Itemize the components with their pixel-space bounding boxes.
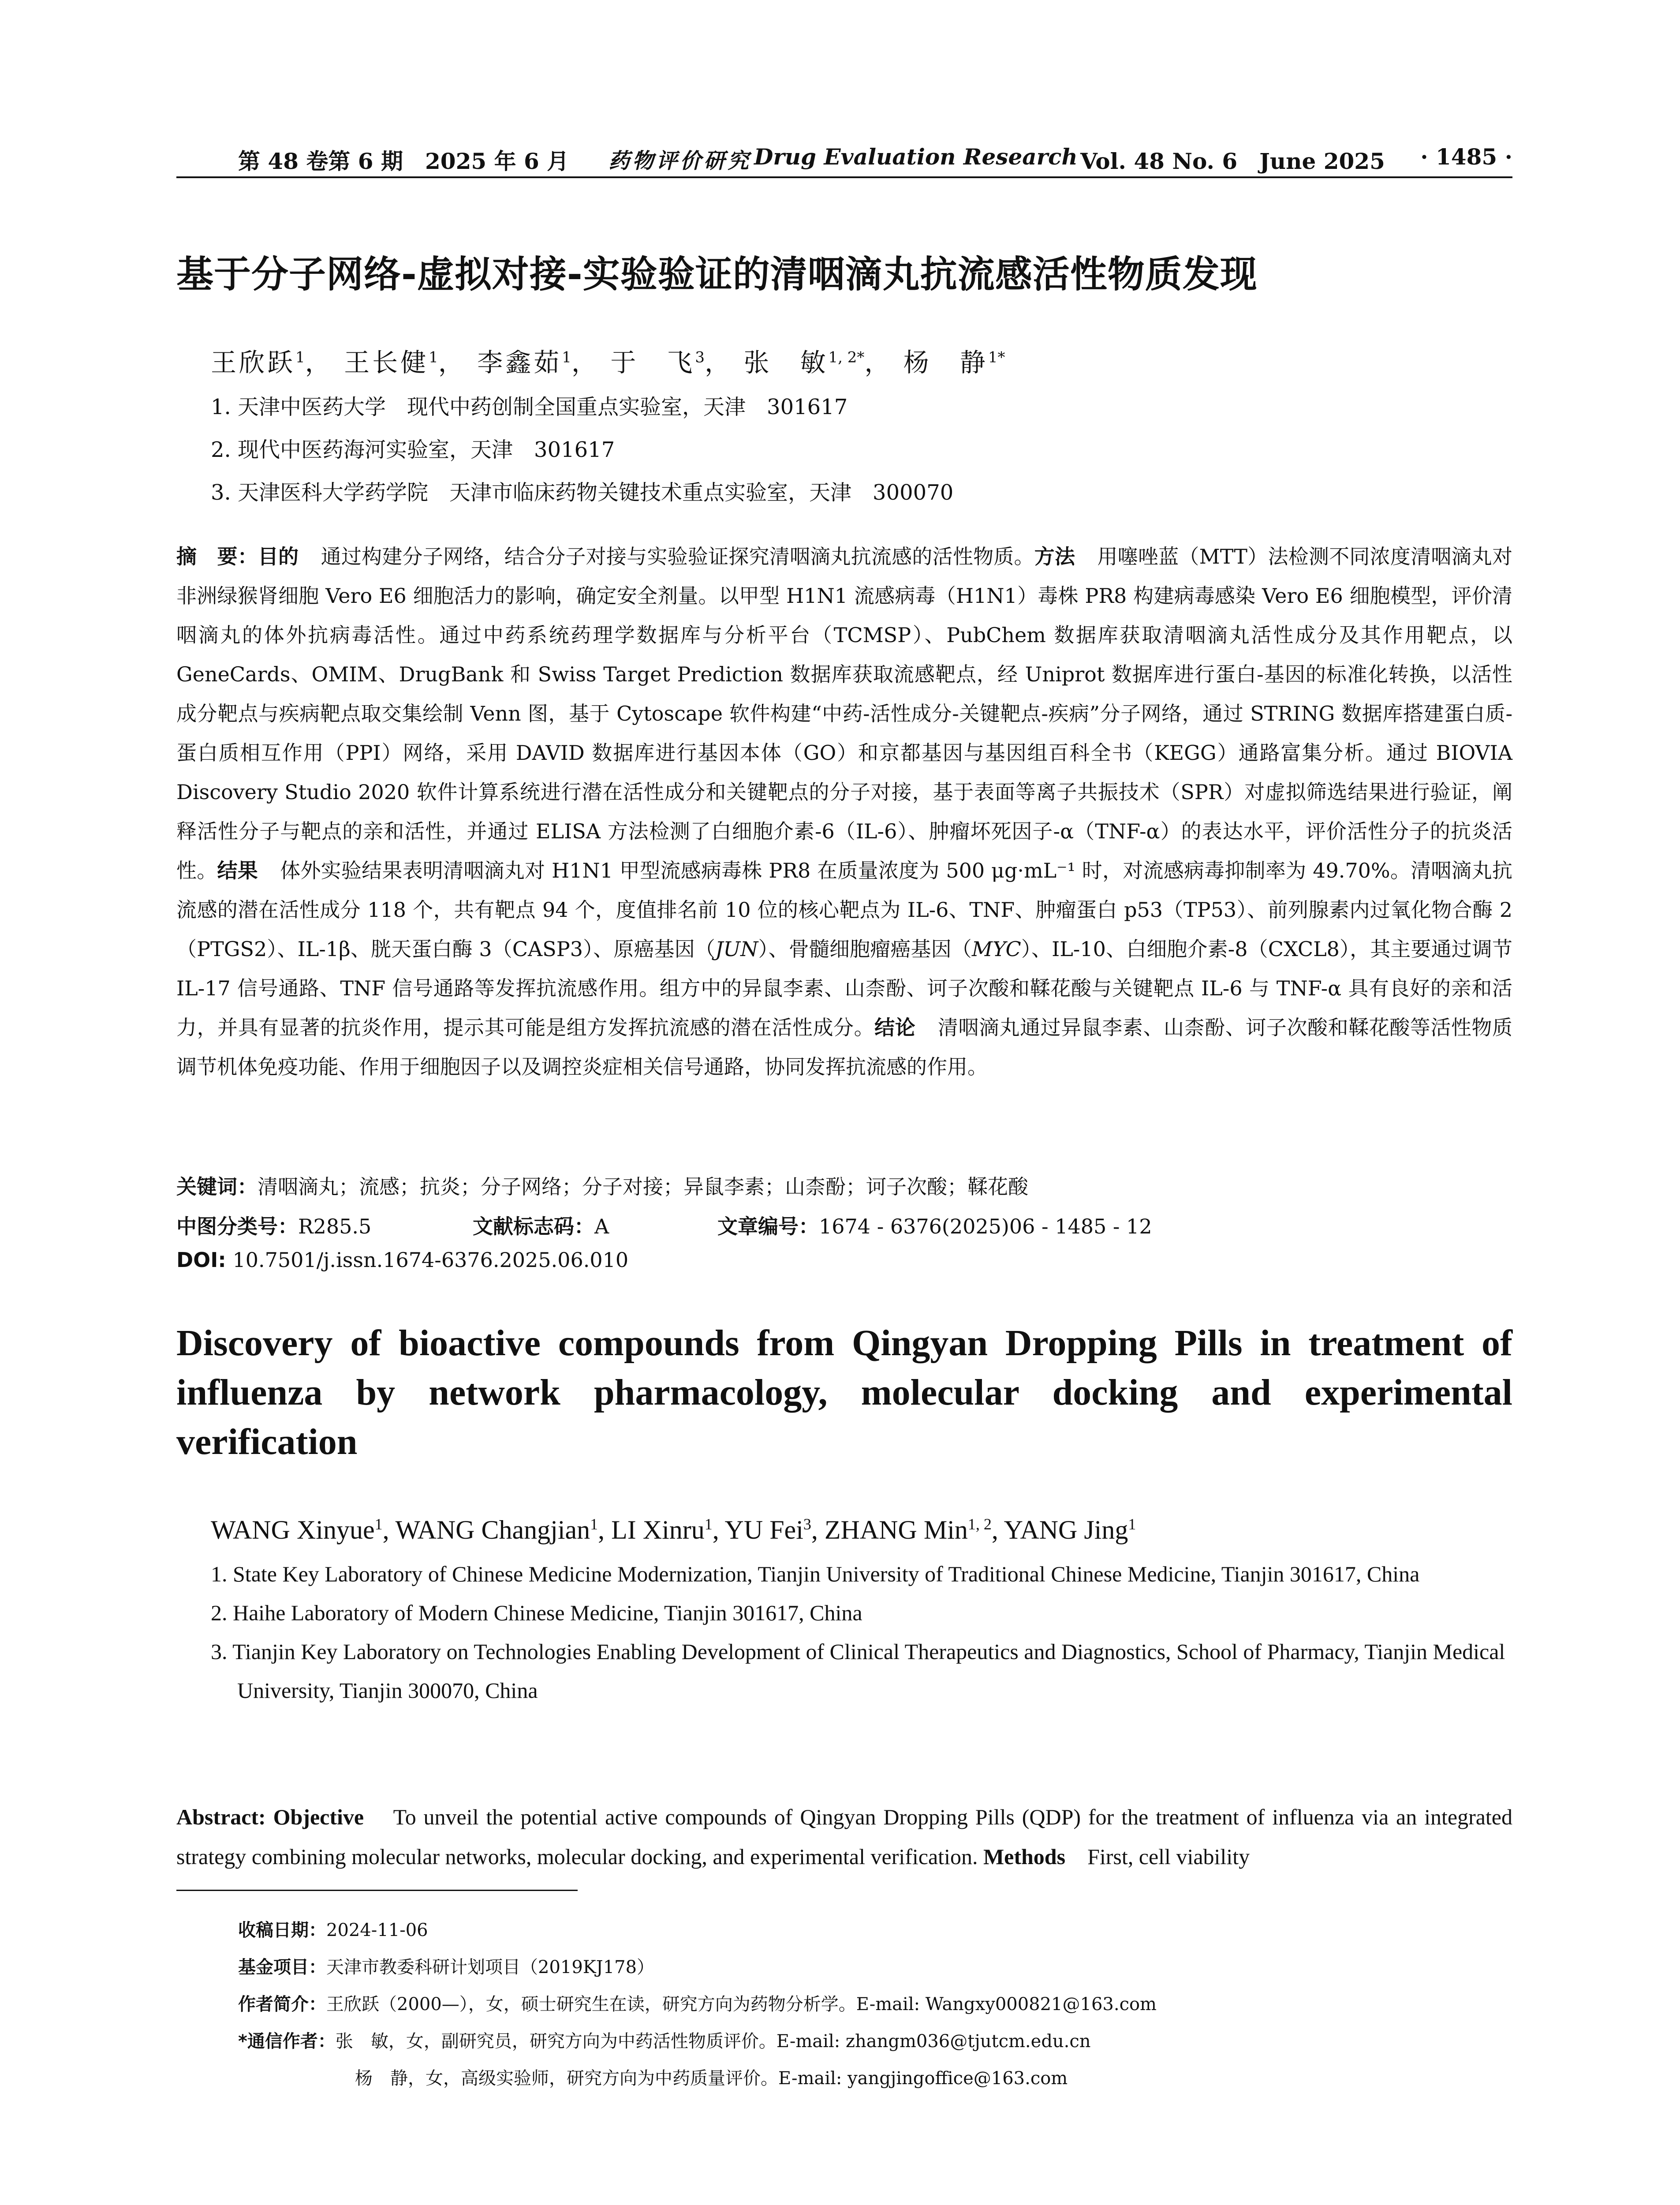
affiliation: 2. 现代中医药海河实验室，天津 301617 — [211, 437, 615, 462]
footnote-received — [238, 1912, 1157, 1949]
author-name: 于 飞 — [610, 348, 695, 377]
author-sup: 1 — [590, 1515, 598, 1533]
author-sep: , — [382, 1515, 396, 1544]
footnote-text: 杨 静，女，高级实验师，研究方向为中药质量评价。E-mail: yangjingoffice@163.com — [355, 2068, 1068, 2089]
affiliation-list-en — [211, 1555, 1512, 1710]
results-text: ）、IL-10、白细胞介素-8（CXCL8），其主要通过调节 IL-17 信号通路、TNF 信号通路等发挥抗流感作用。组方中的异鼠李素、山柰酚、诃子次酸和鞣花酸与关键靶点 IL-6 与 TNF-α 具有良好的亲和活力，并具有显著的抗炎作用，提示其可能是组方发挥抗流感的潜在活性成分。 — [176, 937, 1513, 1039]
author-sup: 1 — [1128, 1515, 1136, 1533]
abstract-en — [176, 1797, 1512, 1876]
author-sup: 1, 2* — [828, 348, 865, 366]
footnote-label: 作者简介： — [238, 1994, 326, 2014]
methods-text: First, cell viability — [1087, 1844, 1250, 1869]
footnote-text: 王欣跃（2000—），女，硕士研究生在读，研究方向为药物分析学。E-mail: Wangxy000821@163.com — [326, 1994, 1157, 2014]
header-volume-en: Vol. 48 No. 6 June 2025 — [1080, 148, 1385, 174]
author-sup: 1 — [704, 1515, 713, 1533]
keywords-text: 清咽滴丸；流感；抗炎；分子网络；分子对接；异鼠李素；山柰酚；诃子次酸；鞣花酸 — [258, 1175, 1028, 1199]
article-number-value: 1674 - 6376(2025)06 - 1485 - 12 — [819, 1215, 1152, 1238]
article-title-cn: 基于分子网络-虚拟对接-实验验证的清咽滴丸抗流感活性物质发现 — [176, 253, 1258, 296]
header-page-number: · 1485 · — [1420, 144, 1512, 170]
author-sep: ， — [704, 348, 733, 377]
footnote-author-bio — [238, 1986, 1157, 2023]
classification-line — [176, 1211, 1152, 1240]
journal-logo: 药物评价研究 — [609, 149, 752, 173]
running-header — [176, 137, 1512, 176]
author-name: ZHANG Min — [824, 1515, 968, 1544]
author-sup: 3 — [695, 348, 705, 366]
author-sep: ， — [305, 348, 333, 377]
author-name: LI Xinru — [611, 1515, 705, 1544]
results-text: 体外实验结果表明清咽滴丸对 H1N1 甲型流感病毒株 PR8 在质量浓度为 500 μg·mL⁻¹ 时，对流感病毒抑制率为 49.70%。清咽滴丸抗流感的潜在活性成分 118 个，共有靶点 94 个，度值排名前 10 位的核心靶点为 IL-6、TNF、肿瘤蛋白 p53（TP53）、前列腺素内过氧化物合酶 2（PTGS2）、IL-1β、胱天蛋白酶 3（CASP3）、原癌基因（ — [176, 859, 1513, 961]
gene-name: MYC — [971, 937, 1021, 961]
author-name: WANG Xinyue — [211, 1515, 375, 1544]
doi-label: DOI: — [176, 1248, 226, 1272]
article-number-label: 文章编号： — [717, 1215, 819, 1238]
abstract-label: Abstract: — [176, 1805, 266, 1829]
doi-link[interactable]: 10.7501/j.issn.1674-6376.2025.06.010 — [232, 1248, 629, 1272]
footnote-corresponding — [238, 2060, 1157, 2097]
footnote-text: 张 敏，女，副研究员，研究方向为中药活性物质评价。E-mail: zhangm036@tjutcm.edu.cn — [335, 2031, 1091, 2052]
clc-label: 中图分类号： — [176, 1215, 298, 1238]
author-name: 王长健 — [344, 348, 429, 377]
author-sup: 1 — [295, 348, 305, 366]
author-sup: 1, 2 — [967, 1515, 992, 1533]
author-name: 王欣跃 — [211, 348, 296, 377]
footnotes — [238, 1912, 1157, 2097]
author-sup: 3 — [803, 1515, 811, 1533]
footnote-text: 天津市教委科研计划项目（2019KJ178） — [326, 1957, 655, 1977]
author-sep: ， — [438, 348, 467, 377]
author-name: YANG Jing — [1004, 1515, 1128, 1544]
author-sup: 1 — [429, 348, 438, 366]
abstract-cn — [176, 537, 1512, 1087]
doc-code-label: 文献标志码： — [473, 1215, 594, 1238]
author-list-cn — [211, 342, 1005, 379]
author-sup: 1 — [374, 1515, 383, 1533]
conclusion-text: 清咽滴丸通过异鼠李素、山柰酚、诃子次酸和鞣花酸等活性物质调节机体免疫功能、作用于细胞因子以及调控炎症相关信号通路，协同发挥抗流感的作用。 — [176, 1016, 1512, 1079]
affiliation-list-cn — [211, 386, 953, 514]
affiliation: 2. Haihe Laboratory of Modern Chinese Medicine, Tianjin 301617, China — [211, 1600, 862, 1625]
affiliation: 3. Tianjin Key Laboratory on Technologies Enabling Development of Clinical Therapeutics and Diagnostics, School of Pharmacy, Tianjin Medical University, Tianjin 300070, China — [211, 1639, 1505, 1703]
keywords-line — [176, 1171, 1028, 1200]
abstract-label: 摘 要： — [176, 545, 258, 568]
results-label: 结果 — [217, 859, 258, 882]
objective-label: Objective — [273, 1805, 364, 1829]
clc-value: R285.5 — [298, 1215, 372, 1238]
author-sup: 1 — [562, 348, 571, 366]
doi-line — [176, 1248, 628, 1272]
footnote-label: 基金项目： — [238, 1957, 326, 1977]
affiliation: 1. 天津中医药大学 现代中药创制全国重点实验室，天津 301617 — [211, 395, 848, 419]
methods-text: 用噻唑蓝（MTT）法检测不同浓度清咽滴丸对非洲绿猴肾细胞 Vero E6 细胞活力的影响，确定安全剂量。以甲型 H1N1 流感病毒（H1N1）毒株 PR8 构建病毒感染 Vero E6 细胞模型，评价清咽滴丸的体外抗病毒活性。通过中药系统药理学数据库与分析平台（TCMSP）、PubChem 数据库获取清咽滴丸活性成分及其作用靶点，以 GeneCards、OMIM、DrugBank 和 Swiss Target Prediction 数据库获取流感靶点，经 Uniprot 数据库进行蛋白-基因的标准化转换，以活性成分靶点与疾病靶点取交集绘制 Venn 图，基于 Cytoscape 软件构建“中药-活性成分-关键靶点-疾病”分子网络，通过 STRING 数据库搭建蛋白质-蛋白质相互作用（PPI）网络，采用 DAVID 数据库进行基因本体（GO）和京都基因与基因组百科全书（KEGG）通路富集分析。通过 BIOVIA Discovery Studio 2020 软件计算系统进行潜在活性成分和关键靶点的分子对接，基于表面等离子共振技术（SPR）对虚拟筛选结果进行验证，阐释活性分子与靶点的亲和活性，并通过 ELISA 方法检测了白细胞介素-6（IL-6）、肿瘤坏死因子-α（TNF-α）的表达水平，评价活性分子的抗炎活性。 — [176, 545, 1513, 882]
article-title-en: Discovery of bioactive compounds from Qingyan Dropping Pills in treatment of influenza by network pharmacology, molecular docking and experimental verification — [176, 1323, 1512, 1462]
results-text: ）、骨髓细胞瘤癌基因（ — [758, 937, 972, 961]
author-list-en — [211, 1515, 1136, 1545]
conclusion-label: 结论 — [874, 1016, 916, 1039]
footnote-label: 收稿日期： — [238, 1920, 326, 1940]
footnote-label: *通信作者： — [238, 2031, 336, 2052]
footnote-rule — [176, 1890, 578, 1891]
author-name: 李鑫茹 — [477, 348, 562, 377]
author-sep: ， — [571, 348, 600, 377]
doc-code-value: A — [594, 1215, 609, 1238]
methods-label: 方法 — [1034, 545, 1075, 568]
footnote-fund — [238, 1949, 1157, 1986]
author-name: WANG Changjian — [395, 1515, 590, 1544]
author-sep: , — [598, 1515, 612, 1544]
footnote-corresponding — [238, 2023, 1157, 2060]
author-sep: , — [811, 1515, 825, 1544]
header-volume-cn: 第 48 卷第 6 期 2025 年 6 月 — [238, 148, 569, 174]
author-sep: , — [991, 1515, 1004, 1544]
objective-text: 通过构建分子网络，结合分子对接与实验验证探究清咽滴丸抗流感的活性物质。 — [321, 545, 1034, 568]
header-journal-en: Drug Evaluation Research — [754, 144, 1078, 170]
header-rule — [176, 176, 1512, 178]
author-name: 杨 静 — [903, 348, 988, 377]
author-sup: 1* — [988, 348, 1005, 366]
footnote-text: 2024-11-06 — [326, 1920, 428, 1940]
author-sep: , — [712, 1515, 725, 1544]
methods-label: Methods — [983, 1844, 1066, 1869]
author-name: 张 敏 — [743, 348, 829, 377]
objective-text: To unveil the potential active compounds of Qingyan Dropping Pills (QDP) for the treatment of influenza via an integrated strategy combining molecular networks, molecular docking, and experimental verification. — [176, 1805, 1512, 1869]
author-name: YU Fei — [724, 1515, 803, 1544]
affiliation: 3. 天津医科大学药学院 天津市临床药物关键技术重点实验室，天津 300070 — [211, 480, 954, 505]
affiliation: 1. State Key Laboratory of Chinese Medicine Modernization, Tianjin University of Traditional Chinese Medicine, Tianjin 301617, China — [211, 1562, 1420, 1586]
objective-label: 目的 — [258, 545, 299, 568]
gene-name: JUN — [715, 937, 758, 961]
author-sep: ， — [864, 348, 893, 377]
keywords-label: 关键词： — [176, 1175, 258, 1199]
